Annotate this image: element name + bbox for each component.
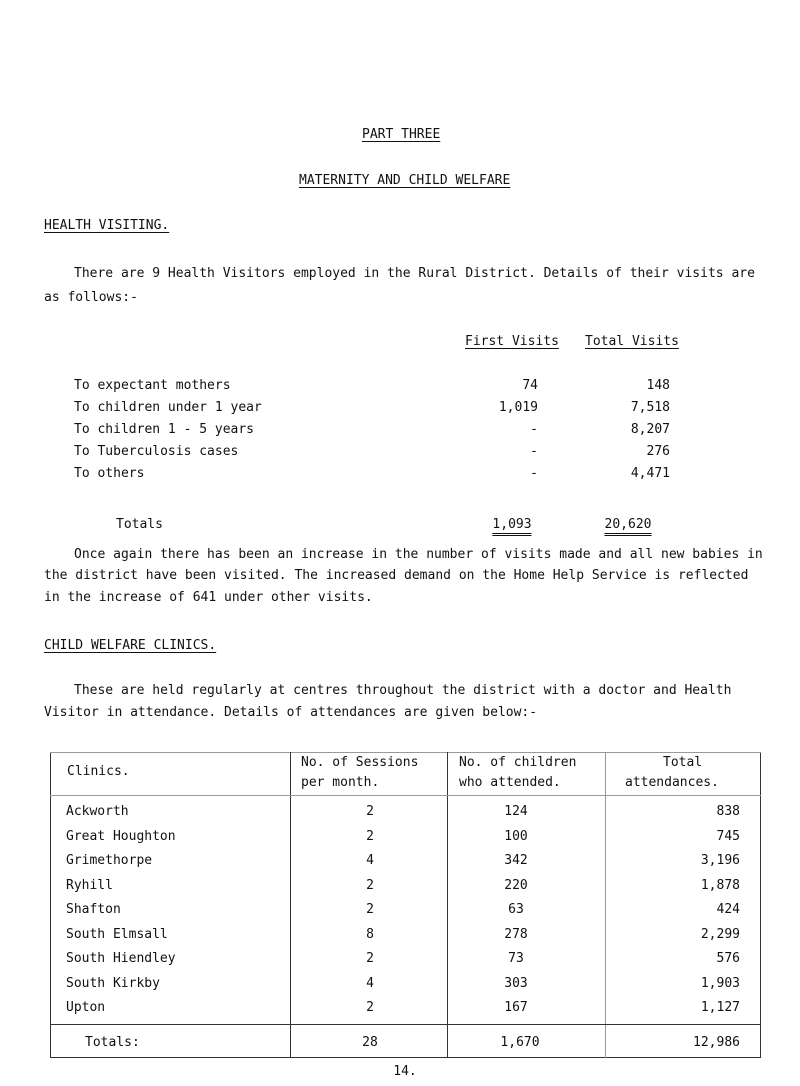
clinic-row-children: 124	[504, 804, 528, 819]
page-number: 14.	[393, 1064, 417, 1079]
clinic-row-sessions: 8	[366, 926, 374, 942]
health-visiting-intro-line1: There are 9 Health Visitors employed in the Rural District. Details of their visits are	[74, 266, 755, 281]
col-total-visits: Total Visits	[585, 334, 679, 349]
clinic-row-sessions: 2	[366, 1000, 374, 1015]
clinic-row-name: Shafton	[66, 902, 121, 917]
clinic-row-children: 100	[504, 828, 528, 844]
visit-row-label: To children under 1 year	[74, 400, 262, 415]
visit-row-total: 4,471	[630, 466, 670, 481]
visit-row-first: 74	[522, 378, 538, 393]
clinic-row-attendances: 745	[716, 828, 740, 844]
visit-row-label: To children 1 - 5 years	[74, 422, 255, 437]
clinic-row-attendances: 3,196	[700, 853, 740, 868]
visit-row-label: To others	[74, 466, 145, 481]
clinic-row-children: 342	[504, 853, 528, 868]
visit-row-total: 8,207	[630, 422, 670, 437]
clinics-totals-label: Totals:	[85, 1035, 140, 1050]
paragraph-line1: Once again there has been an increase in the number of visits made and all new babies in	[74, 547, 763, 562]
clinic-row-sessions: 2	[366, 828, 374, 844]
clinic-row-name: Ackworth	[66, 804, 129, 819]
header-sessions-1: No. of Sessions	[301, 755, 419, 770]
header-total-2: attendances.	[625, 775, 719, 790]
clinics-totals-sessions: 28	[362, 1035, 378, 1050]
health-visiting-intro-line2: as follows:-	[44, 290, 138, 305]
clinic-row-name: South Elmsall	[66, 926, 168, 942]
visit-row-total: 276	[646, 444, 670, 459]
header-sessions-2: per month.	[301, 775, 380, 790]
clinic-row-attendances: 1,903	[700, 975, 740, 991]
clinic-row-name: Great Houghton	[66, 828, 176, 844]
clinic-row-name: South Kirkby	[66, 975, 160, 991]
child-welfare-intro-line2: Visitor in attendance. Details of attendances are given below:-	[44, 705, 538, 720]
clinics-totals-children: 1,670	[500, 1035, 540, 1050]
clinics-totals-attendances: 12,986	[693, 1035, 740, 1050]
clinic-row-name: Ryhill	[66, 877, 113, 893]
clinic-row-children: 303	[504, 975, 528, 991]
visit-row-total: 148	[646, 378, 670, 393]
paragraph-line3: in the increase of 641 under other visits.	[44, 590, 373, 605]
clinic-row-attendances: 1,127	[700, 1000, 740, 1015]
clinic-row-attendances: 576	[716, 951, 740, 966]
clinic-row-sessions: 2	[366, 877, 374, 893]
clinic-row-sessions: 4	[366, 975, 374, 991]
header-children-1: No. of children	[459, 755, 577, 770]
header-children-2: who attended.	[459, 775, 561, 790]
col-first-visits: First Visits	[465, 334, 559, 349]
visit-row-first: -	[530, 466, 538, 481]
visit-row-total: 7,518	[630, 400, 670, 415]
health-visiting-heading: HEALTH VISITING.	[44, 218, 170, 233]
clinic-row-sessions: 2	[366, 902, 374, 917]
child-welfare-heading: CHILD WELFARE CLINICS.	[44, 638, 217, 653]
clinic-row-sessions: 2	[366, 804, 374, 819]
part-title: PART THREE	[362, 127, 441, 142]
visit-row-label: To expectant mothers	[74, 378, 231, 393]
clinic-row-name: South Hiendley	[66, 951, 176, 966]
clinic-row-children: 278	[504, 926, 528, 942]
clinic-row-attendances: 1,878	[700, 877, 740, 893]
visits-totals-total: 20,620	[605, 517, 652, 536]
header-total-1: Total	[663, 755, 703, 770]
child-welfare-intro-line1: These are held regularly at centres throughout the district with a doctor and Health	[74, 683, 732, 698]
clinic-row-sessions: 4	[366, 853, 374, 868]
visit-row-first: -	[530, 444, 538, 459]
clinic-row-name: Grimethorpe	[66, 853, 153, 868]
clinic-row-sessions: 2	[366, 951, 374, 966]
clinic-row-attendances: 2,299	[700, 926, 740, 942]
visit-row-label: To Tuberculosis cases	[74, 444, 239, 459]
clinic-row-name: Upton	[66, 1000, 106, 1015]
header-clinics: Clinics.	[67, 764, 130, 779]
clinic-row-children: 63	[508, 902, 524, 917]
clinic-row-children: 167	[504, 1000, 528, 1015]
section-title: MATERNITY AND CHILD WELFARE	[299, 173, 511, 188]
clinic-row-children: 73	[508, 951, 524, 966]
clinic-row-children: 220	[504, 877, 528, 893]
paragraph-line2: the district have been visited. The increased demand on the Home Help Service is reflected	[44, 568, 749, 583]
clinic-row-attendances: 838	[716, 804, 740, 819]
visit-row-first: -	[530, 422, 538, 437]
clinic-row-attendances: 424	[716, 902, 740, 917]
visits-totals-label: Totals	[116, 517, 163, 532]
visit-row-first: 1,019	[498, 400, 538, 415]
visits-totals-first: 1,093	[492, 517, 531, 536]
